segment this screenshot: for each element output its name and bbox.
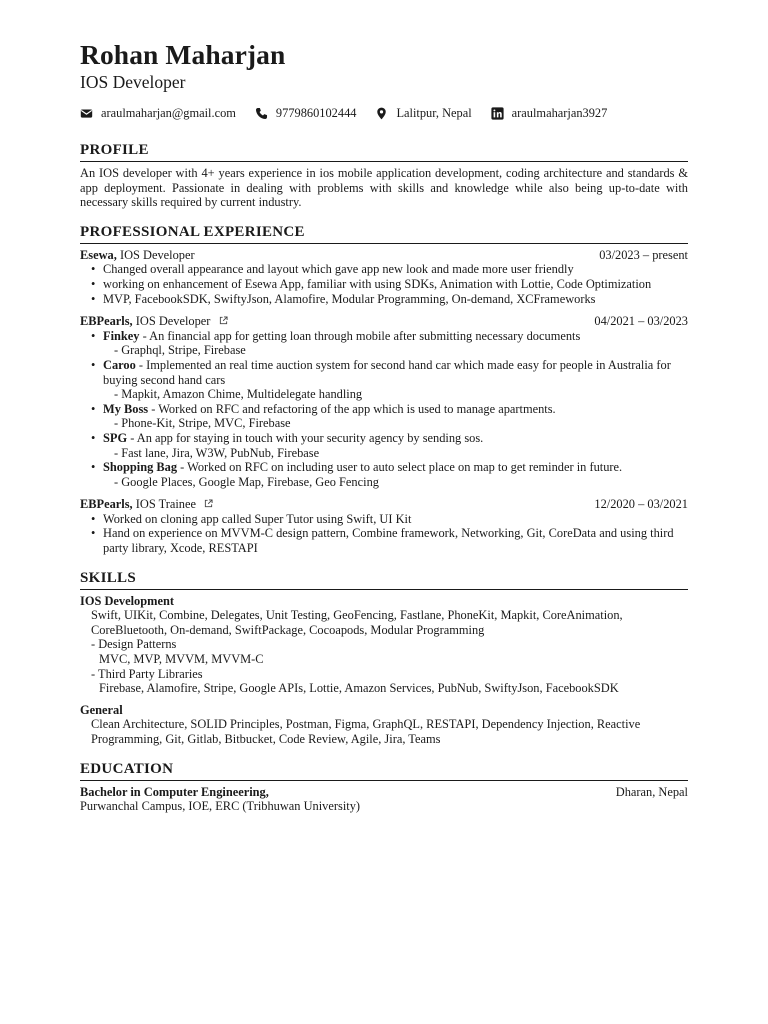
education-section	[80, 761, 688, 814]
job-bullets	[80, 262, 688, 306]
project-desc: - Worked on RFC and refactoring of the app which is used to manage apartments.	[148, 401, 556, 416]
project-tech: - Phone-Kit, Stripe, MVC, Firebase	[114, 416, 291, 431]
job-bullet: • MVP, FacebookSDK, SwiftyJson, Alamofire, Modular Programming, On-demand, XCFrameworks	[91, 292, 688, 307]
job-bullet: • working on enhancement of Esewa App, familiar with using SDKs, Animation with Lottie, Code Optimization	[91, 277, 688, 292]
skill-group-general	[80, 703, 688, 747]
education-header	[80, 785, 688, 800]
skill-group-ios	[80, 594, 688, 696]
job-company: EBPearls,	[80, 314, 133, 329]
project-tech: - Mapkit, Amazon Chime, Multidelegate handling	[114, 387, 363, 402]
phone-link[interactable]: 9779860102444	[275, 105, 357, 120]
project-item	[91, 402, 688, 431]
candidate-name: Rohan Maharjan	[80, 39, 286, 70]
job-entry	[80, 248, 688, 306]
job-header	[80, 497, 688, 512]
project-item	[91, 431, 688, 460]
design-patterns-list: MVC, MVP, MVVM, MVVM-C	[99, 652, 264, 667]
job-header	[80, 248, 688, 263]
job-bullet: • Changed overall appearance and layout which gave app new look and made more user friendly	[91, 262, 688, 277]
skills-heading: SKILLS	[80, 570, 688, 590]
project-name: Finkey	[103, 328, 140, 343]
project-tech: - Graphql, Stripe, Firebase	[114, 343, 246, 358]
contact-location	[375, 106, 471, 121]
third-party-label: - Third Party Libraries	[91, 666, 203, 681]
profile-section	[80, 142, 688, 210]
skill-list: Swift, UIKit, Combine, Delegates, Unit Testing, GeoFencing, Fastlane, PhoneKit, Mapkit, CoreAnimation, CoreBluetooth, On-demand, SwiftPackage, Cocoapods, Modular Programming	[91, 608, 623, 637]
job-entry	[80, 314, 688, 489]
project-desc: - Worked on RFC on including user to auto select place on map to get reminder in future.	[177, 460, 623, 475]
contact-phone[interactable]	[255, 106, 357, 121]
project-desc: - An app for staying in touch with your security agency by sending sos.	[127, 430, 484, 445]
resume-content	[80, 40, 688, 814]
experience-section	[80, 224, 688, 556]
location-text: Lalitpur, Nepal	[396, 105, 472, 120]
degree: Bachelor in Computer Engineering,	[80, 784, 269, 799]
project-desc: - Implemented an real time auction system for second hand car which made easy for people in Australia for buying second hand cars	[103, 357, 671, 387]
job-company: EBPearls,	[80, 497, 133, 512]
external-link-icon[interactable]	[204, 497, 213, 506]
job-dates: 12/2020 – 03/2021	[594, 497, 688, 512]
skills-section	[80, 570, 688, 747]
mail-icon	[80, 107, 93, 120]
experience-heading: PROFESSIONAL EXPERIENCE	[80, 224, 688, 244]
job-role: IOS Developer	[135, 314, 211, 329]
contact-linkedin[interactable]	[491, 106, 608, 121]
phone-icon	[255, 107, 268, 120]
project-item	[91, 329, 688, 358]
project-name: Caroo	[103, 357, 136, 372]
education-location: Dharan, Nepal	[615, 784, 688, 799]
job-role: IOS Developer	[119, 247, 195, 262]
project-desc: - An financial app for getting loan through mobile after submitting necessary documents	[139, 328, 581, 343]
job-bullets	[80, 512, 688, 556]
contact-email[interactable]	[80, 106, 236, 121]
project-name: Shopping Bag	[103, 460, 178, 475]
job-bullet: • Hand on experience on MVVM-C design pattern, Combine framework, Networking, Git, CoreData and using third party library, Xcode, RESTAPI	[91, 526, 688, 555]
job-bullet: • Worked on cloning app called Super Tutor using Swift, UI Kit	[91, 512, 688, 527]
linkedin-icon	[491, 107, 504, 120]
design-patterns-label: - Design Patterns	[91, 637, 177, 652]
linkedin-link[interactable]: araulmaharjan3927	[511, 105, 608, 120]
contact-row	[80, 105, 688, 121]
job-dates: 04/2021 – 03/2023	[594, 314, 688, 329]
candidate-title: IOS Developer	[80, 72, 186, 92]
email-link[interactable]: araulmaharjan@gmail.com	[101, 105, 236, 120]
project-name: My Boss	[103, 401, 149, 416]
project-tech: - Fast lane, Jira, W3W, PubNub, Firebase	[114, 445, 320, 460]
school-name: Purwanchal Campus, IOE, ERC (Tribhuwan University)	[80, 799, 361, 814]
job-dates: 03/2023 – present	[599, 247, 688, 262]
project-item	[91, 358, 688, 402]
location-icon	[375, 107, 388, 120]
project-tech: - Google Places, Google Map, Firebase, Geo Fencing	[114, 474, 379, 489]
profile-text: An IOS developer with 4+ years experience in ios mobile application development, coding architecture and standards & app deployment. Passionate in dealing with problems with skills and knowledge while also being up-to-date with necessary skills required by current industry.	[80, 166, 688, 210]
skill-group-title: IOS Development	[80, 593, 174, 608]
project-list	[80, 329, 688, 490]
job-entry	[80, 497, 688, 555]
job-company: Esewa,	[80, 247, 117, 262]
skill-list: Clean Architecture, SOLID Principles, Postman, Figma, GraphQL, RESTAPI, Dependency Injection, Reactive Programming, Git, Gitlab, Bitbucket, Code Review, Agile, Jira, Teams	[91, 717, 641, 746]
job-role: IOS Trainee	[135, 497, 197, 512]
project-name: SPG	[103, 430, 128, 445]
education-heading: EDUCATION	[80, 761, 688, 781]
profile-heading: PROFILE	[80, 142, 688, 162]
skill-group-title: General	[80, 702, 123, 717]
project-item	[91, 460, 688, 489]
external-link-icon[interactable]	[219, 314, 228, 323]
third-party-list: Firebase, Alamofire, Stripe, Google APIs, Lottie, Amazon Services, PubNub, SwiftyJson, FacebookSDK	[99, 681, 619, 696]
job-header	[80, 314, 688, 329]
